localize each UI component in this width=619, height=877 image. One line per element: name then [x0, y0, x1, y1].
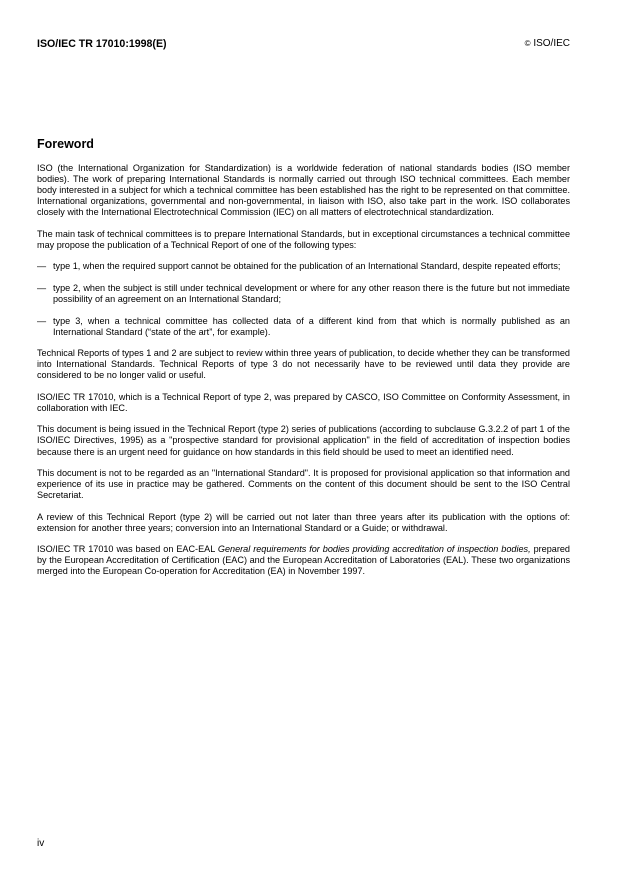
- list-dash: —: [37, 282, 47, 293]
- list-item-text: type 1, when the required support cannot be obtained for the publication of an International Standard, despite repeated efforts;: [53, 261, 561, 272]
- list-item-text: type 2, when the subject is still under technical development or where for any other reason there is the future but not immediate possibility of an agreement on an International Standard;: [53, 282, 570, 305]
- based-on-text-end: prepared by the European Accreditation of Certification (EAC) and the European Accreditation of Laboratories (EAL). These two organizations merged into the European Co-operation for Accreditation (EA) in November 1997.: [37, 544, 570, 577]
- list-item-type-2: [37, 283, 570, 305]
- paragraph-review: Technical Reports of types 1 and 2 are subject to review within three years of publication, to decide whether they can be transformed into International Standards. Technical Reports of type 3 do not necessarily have to be reviewed until data they provide are considered to be no longer valid or useful.: [37, 348, 570, 381]
- list-item-type-1: [37, 261, 570, 272]
- list-dash: —: [37, 261, 47, 272]
- paragraph-main-task: The main task of technical committees is to prepare International Standards, but in exceptional circumstances a technical committee may propose the publication of a Technical Report of one of the following types:: [37, 228, 570, 250]
- list-item-type-3: [37, 316, 570, 338]
- paragraph-based-on: [37, 544, 570, 577]
- paragraph-series: This document is being issued in the Technical Report (type 2) series of publications (according to subclause G.3.2.2 of part 1 of the ISO/IEC Directives, 1995) as a "prospective standard for provisional application" in the field of accreditation of inspection bodies because there is an urgent need for guidance on how standards in this field should be used to meet an identified need.: [37, 424, 570, 457]
- based-on-title-italic: General requirements for bodies providing accreditation of inspection bodies,: [217, 544, 531, 555]
- list-item-text: type 3, when a technical committee has collected data of a different kind from that which is normally published as an International Standard (“state of the art”, for example).: [53, 315, 570, 337]
- section-title: Foreword: [37, 137, 94, 151]
- paragraph-iso-intro: ISO (the International Organization for Standardization) is a worldwide federation of national standards bodies (ISO member bodies). The work of preparing International Standards is normally carried out through ISO technical committees. Each member body interested in a subject for which a technical committee has been established has the right to be represented on that committee. International organizations, governmental and non-governmental, in liaison with ISO, also take part in the work. ISO collaborates closely with the International Electrotechnical Commission (IEC) on all matters of electrotechnical standardization.: [37, 163, 570, 218]
- paragraph-not-standard: This document is not to be regarded as an "International Standard". It is proposed for provisional application so that information and experience of its use in practice may be gathered. Comments on the content of this document should be sent to the ISO Central Secretariat.: [37, 468, 570, 501]
- based-on-text-start: ISO/IEC TR 17010 was based on EAC-EAL: [37, 544, 218, 555]
- paragraph-prepared-by: ISO/IEC TR 17010, which is a Technical Report of type 2, was prepared by CASCO, ISO Committee on Conformity Assessment, in collaboration with IEC.: [37, 391, 570, 413]
- list-dash: —: [37, 315, 47, 326]
- copyright-owner: ISO/IEC: [533, 38, 570, 49]
- copyright-notice: [525, 38, 570, 49]
- document-id: ISO/IEC TR 17010:1998(E): [37, 38, 167, 50]
- paragraph-review-options: A review of this Technical Report (type 2) will be carried out not later than three years after its publication with the options of: extension for another three years; conversion into an International Standard or a Guide; or withdrawal.: [37, 511, 570, 533]
- page-number: iv: [37, 838, 45, 849]
- foreword-body: [37, 163, 570, 588]
- copyright-symbol: ©: [524, 39, 531, 48]
